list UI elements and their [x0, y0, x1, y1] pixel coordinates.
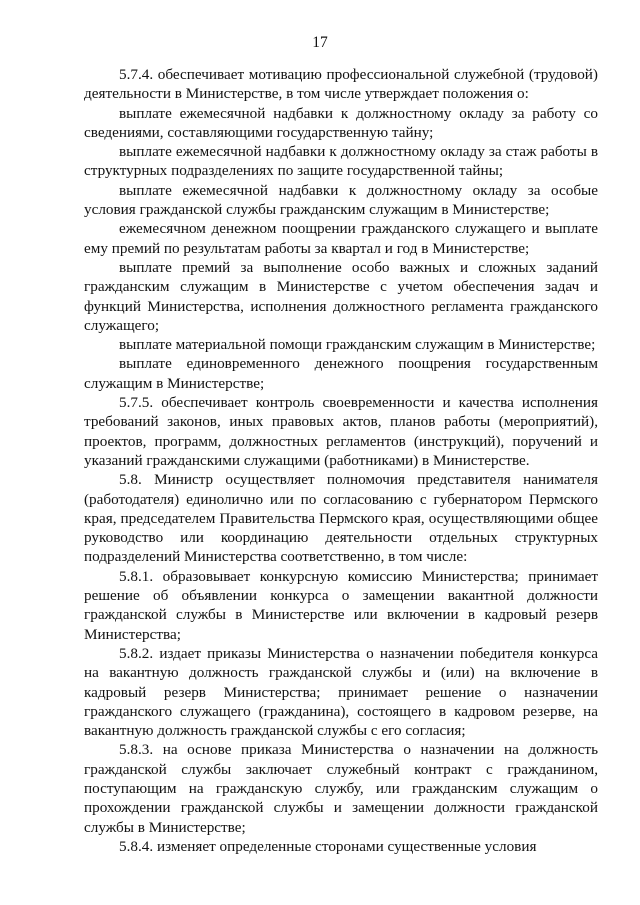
paragraph-5-8-3: 5.8.3. на основе приказа Министерства о назначении на должность гражданской службы заключает служебный контракт с гражданином, поступающим на гражданскую службу, или гражданским служащим о прохождении гражданской службы и замещении должности гражданской службы в Министерстве;: [84, 741, 598, 836]
paragraph-list-item: выплате материальной помощи гражданским служащим в Министерстве;: [119, 336, 596, 354]
paragraph-list-item: ежемесячном денежном поощрении гражданского служащего и выплате ему премий по результатам работы за квартал и год в Министерстве;: [84, 220, 598, 257]
paragraph-list-item: выплате ежемесячной надбавки к должностному окладу за работу со сведениями, составляющими государственную тайну;: [84, 104, 598, 141]
paragraph-list-item: выплате ежемесячной надбавки к должностному окладу за стаж работы в структурных подразделениях по защите государственной тайны;: [84, 143, 598, 180]
paragraph-5-8-4: 5.8.4. изменяет определенные сторонами существенные условия: [119, 837, 537, 855]
paragraph-5-7-4: 5.7.4. обеспечивает мотивацию профессиональной служебной (трудовой) деятельности в Министерстве, в том числе утверждает положения о:: [84, 66, 598, 103]
page-number: 17: [312, 34, 328, 51]
paragraph-5-8-2: 5.8.2. издает приказы Министерства о назначении победителя конкурса на вакантную должность гражданской службы и (или) на включение в кадровый резерв Министерства; принимает решение о назначении гражданского служащего (гражданина), состоящего в кадровом резерве, на вакантную должность гражданской службы с его согласия;: [84, 644, 598, 740]
paragraph-5-7-5: 5.7.5. обеспечивает контроль своевременности и качества исполнения требований законов, иных правовых актов, планов работы (мероприятий), проектов, программ, должностных регламентов (инструкций), поручений и указаний гражданскими служащими (работниками) в Министерстве.: [84, 394, 598, 469]
document-body: [84, 65, 598, 856]
paragraph-list-item: выплате ежемесячной надбавки к должностному окладу за особые условия гражданской службы гражданским служащим в Министерстве;: [84, 181, 598, 219]
paragraph-list-item: выплате единовременного денежного поощрения государственным служащим в Министерстве;: [84, 355, 598, 392]
paragraph-5-8-1: 5.8.1. образовывает конкурсную комиссию Министерства; принимает решение об объявлении конкурса о замещении вакантной должности гражданской службы в Министерстве или включении в кадровый резерв Министерства;: [84, 567, 598, 643]
paragraph-5-8: 5.8. Министр осуществляет полномочия представителя нанимателя (работодателя) единолично или по согласованию с губернатором Пермского края, председателем Правительства Пермского края, осуществляющими общее руководство или координацию деятельности отдельных структурных подразделений Министерства соответственно, в том числе:: [84, 471, 598, 566]
paragraph-list-item: выплате премий за выполнение особо важных и сложных заданий гражданским служащим в Министерстве с учетом обеспечения задач и функций Министерства, исполнения должностного регламента гражданского служащего;: [84, 258, 598, 334]
